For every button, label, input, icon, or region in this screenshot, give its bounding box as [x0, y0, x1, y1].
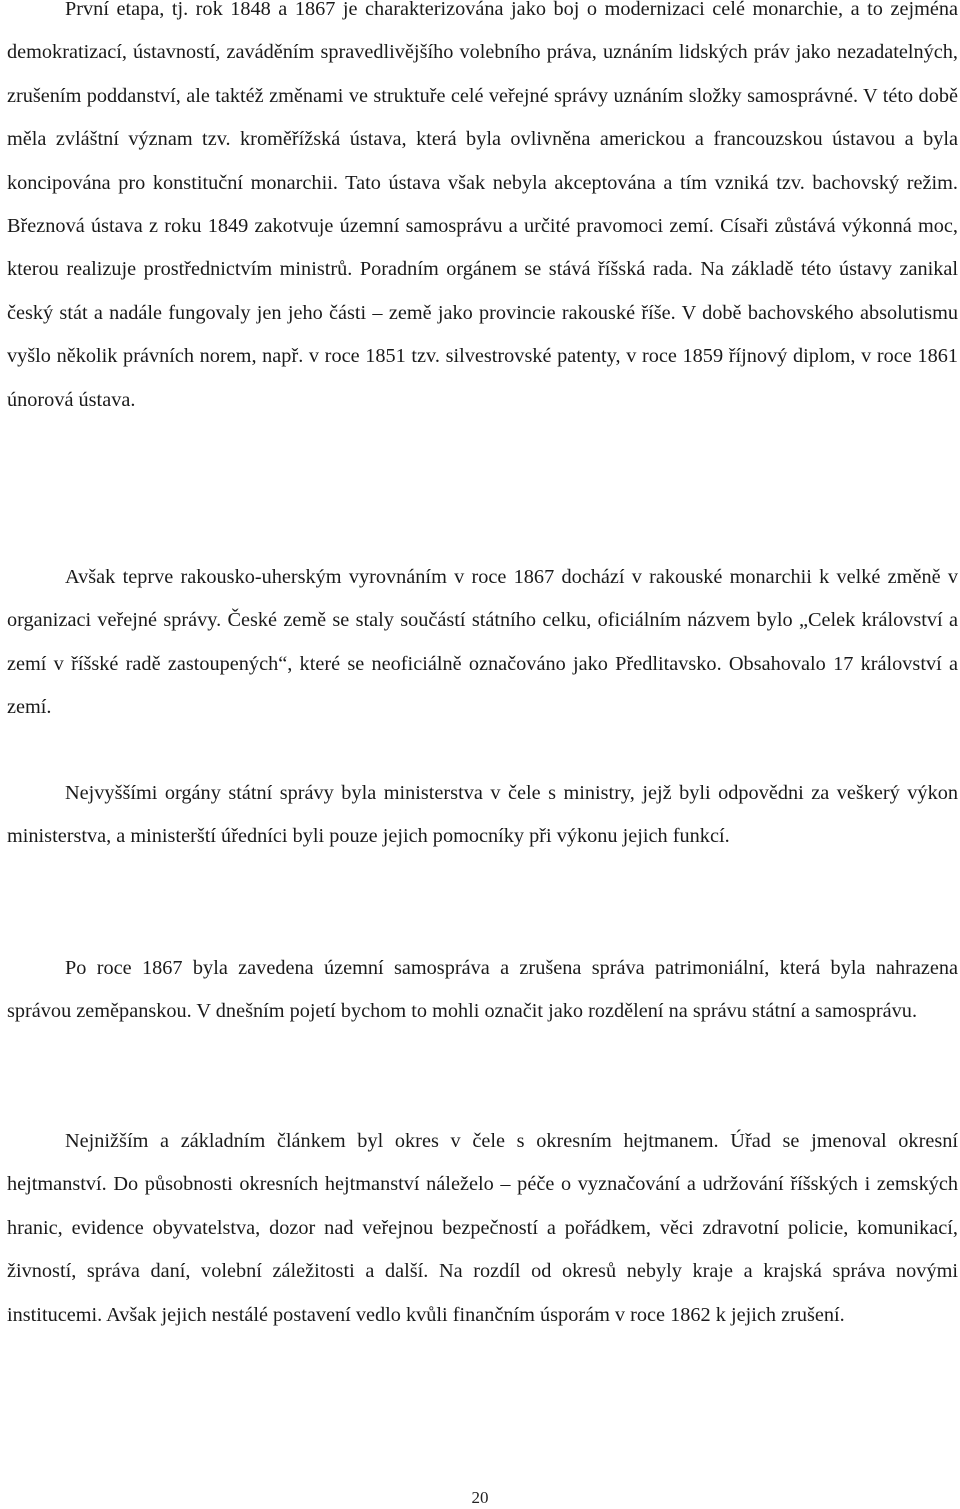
paragraph-district: Nejnižším a základním článkem byl okres v čele s okresním hejtmanem. Úřad se jmenoval okresní hejtmanství. Do působnosti okresních hejtmanství náleželo – péče o vyznačování a udržování říšských i zemských hranic, evidence obyvatelstva, dozor nad veřejnou bezpečností a pořádkem, věci zdravotní policie, komunikací, živností, správa daní, volební záležitosti a další. Na rozdíl od okresů nebyly kraje a krajská správa novými institucemi. Avšak jejich nestálé postavení vedlo kvůli finančním úsporám v roce 1862 k jejich zrušení. [7, 1130, 958, 1326]
paragraph-first-stage: První etapa, tj. rok 1848 a 1867 je charakterizována jako boj o modernizaci celé monarchie, a to zejména demokratizací, ústavností, zaváděním spravedlivějšího volebního práva, uznáním lidských práv jako nezadatelných, zrušením poddanství, ale taktéž změnami ve struktuře celé veřejné správy uznáním složky samosprávné. V této době měla zvláštní význam tzv. kroměřížská ústava, která byla ovlivněna americkou a francouzskou ústavou a byla koncipována pro konstituční monarchii. Tato ústava však nebyla akceptována a tím vzniká tzv. bachovský režim. Březnová ústava z roku 1849 zakotvuje územní samosprávu a určité pravomoci zemí. Císaři zůstává výkonná moc, kterou realizuje prostřednictvím ministrů. Poradním orgánem se stává říšská rada. Na základě této ústavy zanikal český stát a nadále fungovaly jen jeho části – země jako provincie rakouské říše. V době bachovského absolutismu vyšlo několik právních norem, např. v roce 1851 tzv. silvestrovské patenty, v roce 1859 říjnový diplom, v roce 1861 únorová ústava. [7, 0, 958, 411]
paragraph-compromise-1867: Avšak teprve rakousko-uherským vyrovnáním v roce 1867 dochází v rakouské monarchii k velké změně v organizaci veřejné správy. České země se staly součástí státního celku, oficiálním názvem bylo „Celek království a zemí v říšské radě zastoupených“, které se neoficiálně označováno jako Předlitavsko. Obsahovalo 17 království a zemí. [7, 566, 958, 719]
paragraph-ministries: Nejvyššími orgány státní správy byla ministerstva v čele s ministry, jejž byli odpovědni za veškerý výkon ministerstva, a ministerští úředníci byli pouze jejich pomocníky při výkonu jejich funkcí. [7, 782, 958, 848]
paragraph-territorial-selfgovernment: Po roce 1867 byla zavedena územní samospráva a zrušena správa patrimoniální, která byla nahrazena správou zeměpanskou. V dnešním pojetí bychom to mohli označit jako rozdělení na správu státní a samosprávu. [7, 957, 958, 1023]
page-number: 20 [471, 1488, 489, 1507]
